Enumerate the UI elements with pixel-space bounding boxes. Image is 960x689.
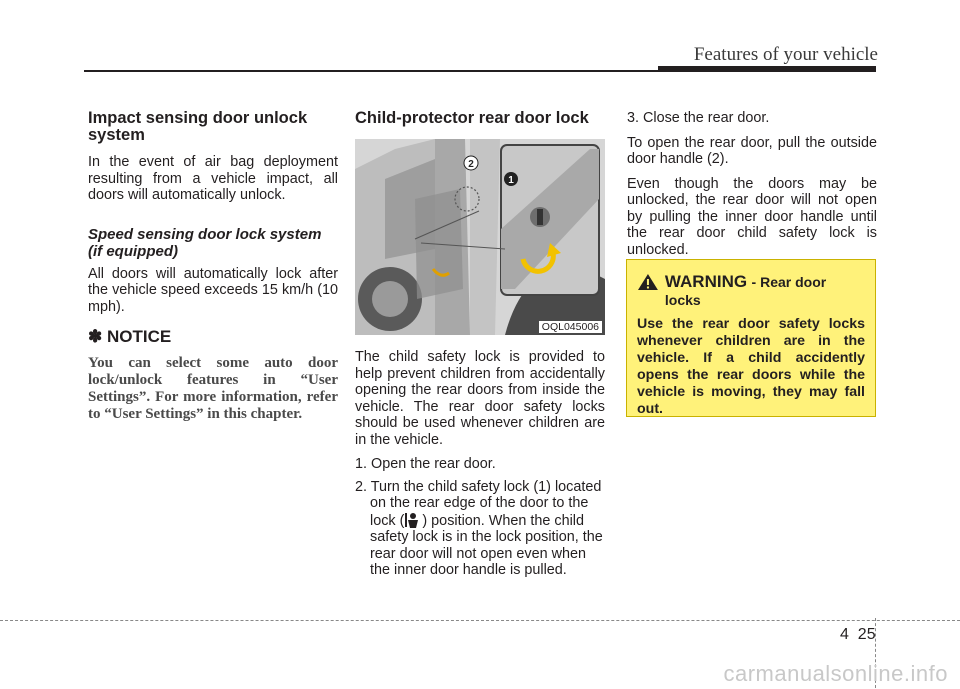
callout-1: 1: [508, 175, 514, 186]
warning-header: [637, 272, 865, 310]
door-lock-illustration: [355, 139, 605, 335]
column-middle: [355, 110, 605, 585]
column-right: [627, 110, 877, 266]
para-outside-handle: To open the rear door, pull the outside door handle (2).: [627, 134, 877, 167]
page-number-value: 25: [857, 626, 876, 643]
heading-child-lock: Child-protector rear door lock: [355, 109, 589, 127]
notice-title: ✽ NOTICE: [88, 327, 172, 346]
column-left: [88, 110, 338, 423]
heading-impact-unlock: Impact sensing door unlock system: [88, 109, 308, 144]
step-3: 3. Close the rear door.: [627, 110, 770, 126]
para-speed-lock: All doors will automatically lock after the vehicle speed exceeds 15 km/h (10 mph).: [88, 265, 338, 315]
heading-speed-lock: Speed sensing door lock system (if equipped): [88, 225, 322, 260]
header-rule-accent: [658, 66, 876, 72]
warning-subtitle: - Rear door locks: [664, 274, 827, 308]
step-1: 1. Open the rear door.: [355, 456, 496, 472]
warning-box: [626, 259, 876, 417]
steps-list: [355, 456, 605, 579]
child-lock-icon: [404, 512, 422, 528]
step-2-part-b: ) position. When the child safety lock is in the lock position, the rear door will not open even when the inner door handle is pulled.: [370, 512, 603, 578]
callout-2: 2: [468, 159, 474, 170]
chapter-number: 4: [840, 626, 849, 643]
page-header-title: Features of your vehicle: [693, 44, 878, 65]
notice-text: You can select some auto door lock/unlock features in “User Settings”. For more information, refer to “User Settings” in this chapter.: [88, 355, 338, 422]
warning-triangle-icon: [637, 273, 659, 291]
warning-text: Use the rear door safety locks whenever children are in the vehicle. If a child accidently opens the rear doors while the vehicle is moving, they may fall out.: [637, 316, 865, 417]
warning-label: WARNING: [664, 272, 748, 291]
para-unlock-note: Even though the doors may be unlocked, the rear door will not open by pulling the inner door handle until the rear door child safety lock is unlocked.: [627, 175, 877, 258]
page-number: [840, 626, 876, 644]
step-2-part-a: 2. Turn the child safety lock (1) located on the rear edge of the door to the lock (: [355, 478, 602, 529]
para-impact-unlock: In the event of air bag deployment resulting from a vehicle impact, all doors will automatically unlock.: [88, 154, 338, 203]
para-child-lock: The child safety lock is provided to help prevent children from accidentally opening the rear doors from inside the vehicle. The rear door safety locks should be used whenever children are in the vehicle.: [355, 349, 605, 448]
door-illustration-svg: [355, 139, 605, 335]
figure-caption: OQL045006: [539, 321, 602, 333]
watermark: carmanualsonline.info: [723, 661, 948, 686]
step-2: [355, 479, 605, 579]
footer-rule: [0, 620, 960, 621]
